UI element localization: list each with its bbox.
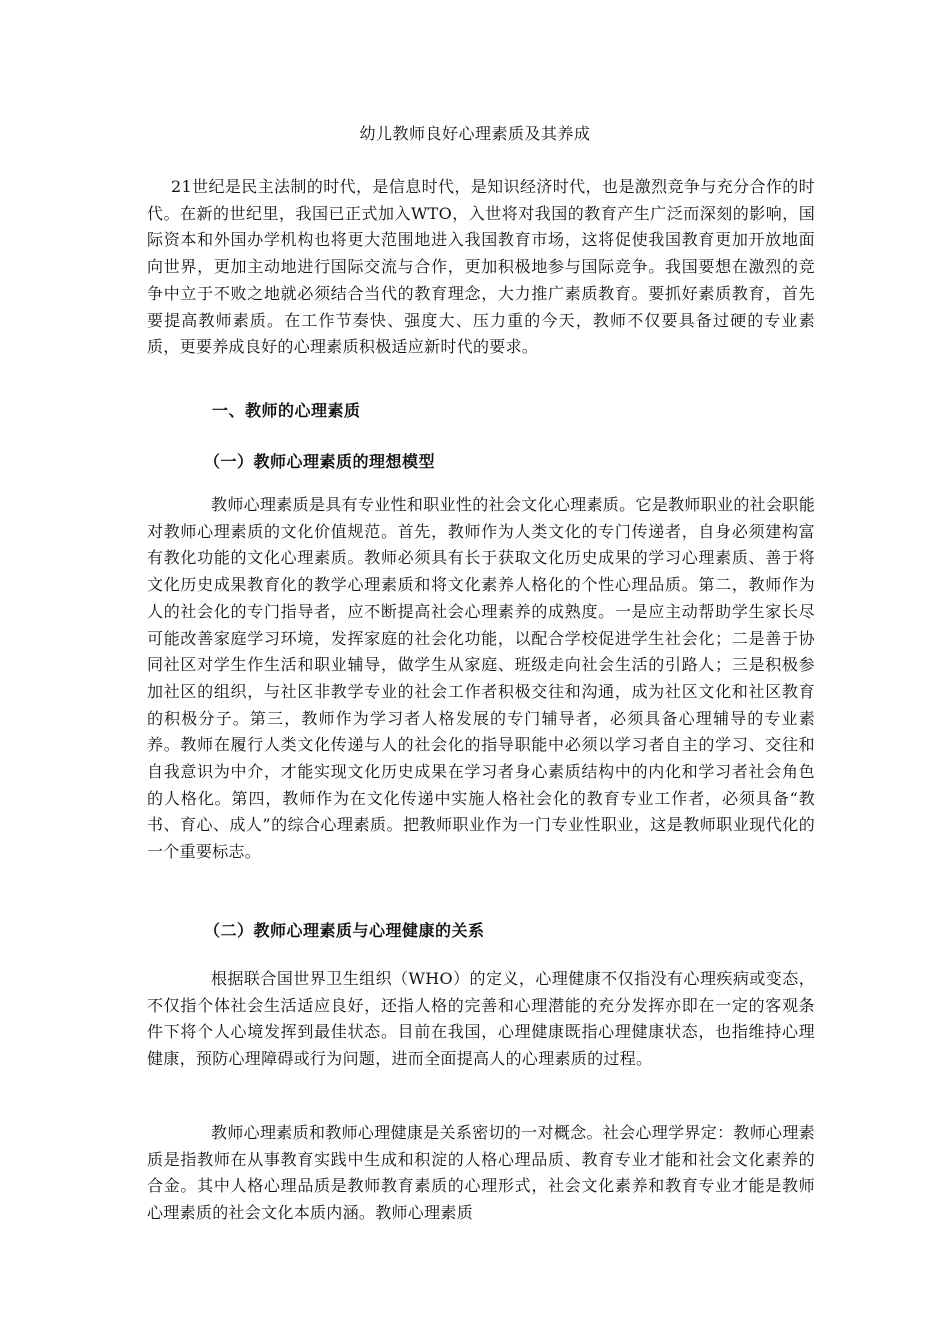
subsection-1-paragraph: 教师心理素质是具有专业性和职业性的社会文化心理素质。它是教师职业的社会职能对教师心理素质的文化价值规范。首先，教师作为人类文化的专门传递者，自身必须建构富有教化功能的文化心理素质。教师必须具有长于获取文化历史成果的学习心理素质、善于将文化历史成果教育化的教学心理素质和将文化素养人格化的个性心理品质。第二，教师作为人的社会化的专门指导者，应不断提高社会心理素养的成熟度。一是应主动帮助学生家长尽可能改善家庭学习环境，发挥家庭的社会化功能，以配合学校促进学生社会化；二是善于协同社区对学生作生活和职业辅导，做学生从家庭、班级走向社会生活的引路人；三是积极参加社区的组织，与社区非教学专业的社会工作者积极交往和沟通，成为社区文化和社区教育的积极分子。第三，教师作为学习者人格发展的专门辅导者，必须具备心理辅导的专业素养。教师在履行人类文化传递与人的社会化的指导职能中必须以学习者自主的学习、交往和自我意识为中介，才能实现文化历史成果在学习者身心素质结构中的内化和学习者社会角色的人格化。第四，教师作为在文化传递中实施人格社会化的教育专业工作者，必须具备“教书、育心、成人”的综合心理素质。把教师职业作为一门专业性职业，这是教师职业现代化的一个重要标志。 [147, 495, 815, 862]
subsection-2-paragraph-1: 根据联合国世界卫生组织（WHO）的定义，心理健康不仅指没有心理疾病或变态，不仅指个体社会生活适应良好，还指人格的完善和心理潜能的充分发挥亦即在一定的客观条件下将个人心境发挥到最佳状态。目前在我国，心理健康既指心理健康状态，也指维持心理健康，预防心理障碍或行为问题，进而全面提高人的心理素质的过程。 [147, 969, 815, 1069]
subsection-2-paragraph-2: 教师心理素质和教师心理健康是关系密切的一对概念。社会心理学界定：教师心理素质是指教师在从事教育实践中生成和积淀的人格心理品质、教育专业才能和社会文化素养的合金。其中人格心理品质是教师教育素质的心理形式，社会文化素养和教育专业才能是教师心理素质的社会文化本质内涵。教师心理素质 [147, 1123, 815, 1223]
subsection-heading-2: （二）教师心理素质与心理健康的关系 [204, 921, 485, 940]
subsection-heading-1: （一）教师心理素质的理想模型 [204, 452, 436, 471]
document-title: 幼儿教师良好心理素质及其养成 [359, 124, 591, 143]
section-heading-1: 一、教师的心理素质 [212, 401, 361, 420]
intro-paragraph: 21世纪是民主法制的时代，是信息时代，是知识经济时代，也是激烈竞争与充分合作的时代。在新的世纪里，我国已正式加入WTO，入世将对我国的教育产生广泛而深刻的影响，国际资本和外国办学机构也将更大范围地进入我国教育市场，这将促使我国教育更加开放地面向世界，更加主动地进行国际交流与合作，更加积极地参与国际竞争。我国要想在激烈的竞争中立于不败之地就必须结合当代的教育理念，大力推广素质教育。要抓好素质教育，首先要提高教师素质。在工作节奏快、强度大、压力重的今天，教师不仅要具备过硬的专业素质，更要养成良好的心理素质积极适应新时代的要求。 [147, 177, 815, 357]
